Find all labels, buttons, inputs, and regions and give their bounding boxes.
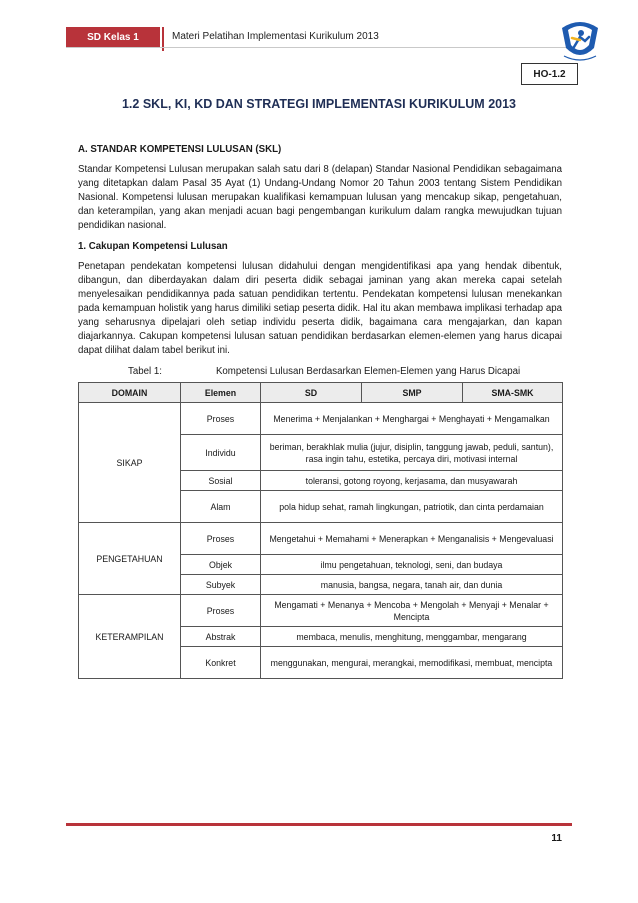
header-domain: DOMAIN — [79, 383, 181, 403]
main-content — [78, 143, 562, 679]
value-cell: Mengetahui + Memahami + Menerapkan + Menganalisis + Mengevaluasi — [261, 523, 563, 555]
table-header-row — [79, 383, 563, 403]
section-1-heading: 1. Cakupan Kompetensi Lulusan — [78, 241, 228, 252]
table-caption-text: Kompetensi Lulusan Berdasarkan Elemen-Elemen yang Harus Dicapai — [215, 366, 521, 377]
table-row — [79, 403, 563, 435]
element-cell: Abstrak — [181, 627, 261, 647]
domain-pengetahuan: PENGETAHUAN — [79, 523, 181, 595]
section-1-paragraph: Penetapan pendekatan kompetensi lulusan didahului dengan mengidentifikasi apa yang hendak dibentuk, dibangun, dan diberdayakan dalam diri peserta didik sebagai jaminan yang akan mereka capai setelah menyelesaikan pendidikannya pada satuan pendidikan tertentu. Pendekatan kompetensi lulusan menekankan pada kemampuan holistik yang harus dimiliki setiap peserta didik. Hal itu akan membawa implikasi terhadap apa yang seharusnya dipelajari oleh setiap individu peserta didik, bagaimana cara mengajarkan, dan kapan diajarkannya. Cakupan kompetensi lulusan satuan pendidikan berdasarkan elemen-elemen yang harus dicapai dapat dilihat dalam tabel berikut ini. — [78, 261, 562, 356]
table-row — [79, 523, 563, 555]
value-cell: menggunakan, mengurai, merangkai, memodifikasi, membuat, mencipta — [261, 647, 563, 679]
element-cell: Individu — [181, 435, 261, 471]
value-cell: Mengamati + Menanya + Mencoba + Mengolah + Menyaji + Menalar + Mencipta — [261, 595, 563, 627]
element-cell: Objek — [181, 555, 261, 575]
competency-table — [78, 382, 563, 679]
value-cell: Menerima + Menjalankan + Menghargai + Menghayati + Mengamalkan — [261, 403, 563, 435]
element-cell: Proses — [181, 595, 261, 627]
domain-sikap: SIKAP — [79, 403, 181, 523]
value-cell: pola hidup sehat, ramah lingkungan, patriotik, dan cinta perdamaian — [261, 491, 563, 523]
element-cell: Subyek — [181, 575, 261, 595]
header-sma-smk: SMA-SMK — [463, 383, 563, 403]
element-cell: Proses — [181, 403, 261, 435]
element-cell: Alam — [181, 491, 261, 523]
domain-keterampilan: KETERAMPILAN — [79, 595, 181, 679]
element-cell: Sosial — [181, 471, 261, 491]
element-cell: Proses — [181, 523, 261, 555]
document-code-box: HO-1.2 — [521, 63, 578, 85]
class-badge: SD Kelas 1 — [66, 27, 160, 47]
table-row — [79, 595, 563, 627]
page-number: 11 — [551, 833, 562, 844]
section-a-paragraph: Standar Kompetensi Lulusan merupakan salah satu dari 8 (delapan) Standar Nasional Pendidikan sebagaimana yang ditetapkan dalam Pasal 35 Ayat (1) Undang-Undang Nomor 20 Tahun 2003 tentang Sistem Pendidikan Nasional. Kompetensi lulusan merupakan kualifikasi kemampuan lulusan yang mencakup sikap, pengetahuan, dan keterampilan, yang akan menjadi acuan bagi pengembangan kurikulum dalam rangka mewujudkan tujuan pendidikan nasional. — [78, 164, 562, 231]
header-rule — [66, 47, 572, 48]
header-subtitle: Materi Pelatihan Implementasi Kurikulum 2013 — [172, 31, 379, 42]
kemdikbud-logo-icon — [554, 14, 606, 66]
section-a-heading: A. STANDAR KOMPETENSI LULUSAN (SKL) — [78, 144, 282, 155]
header-elemen: Elemen — [181, 383, 261, 403]
value-cell: ilmu pengetahuan, teknologi, seni, dan budaya — [261, 555, 563, 575]
header-smp: SMP — [362, 383, 463, 403]
table-caption — [128, 365, 562, 379]
value-cell: toleransi, gotong royong, kerjasama, dan musyawarah — [261, 471, 563, 491]
page-header — [66, 27, 572, 47]
page-title: 1.2 SKL, KI, KD DAN STRATEGI IMPLEMENTASI KURIKULUM 2013 — [121, 97, 517, 111]
header-sd: SD — [261, 383, 362, 403]
footer-rule — [66, 823, 572, 826]
value-cell: beriman, berakhlak mulia (jujur, disiplin, tanggung jawab, peduli, santun), rasa ingin tahu, estetika, percaya diri, motivasi internal — [261, 435, 563, 471]
element-cell: Konkret — [181, 647, 261, 679]
table-caption-label: Tabel 1: — [128, 366, 162, 377]
value-cell: membaca, menulis, menghitung, menggambar, mengarang — [261, 627, 563, 647]
value-cell: manusia, bangsa, negara, tanah air, dan dunia — [261, 575, 563, 595]
